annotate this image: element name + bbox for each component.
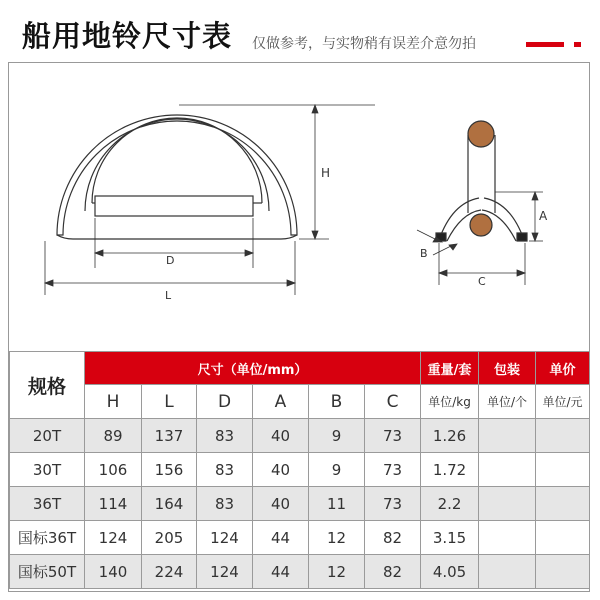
cell-l: 137	[142, 419, 197, 453]
cell-h: 114	[85, 487, 142, 521]
weight-header: 重量/套	[421, 352, 479, 385]
cell-price	[536, 521, 590, 555]
cell-h: 89	[85, 419, 142, 453]
cell-d: 124	[197, 555, 253, 589]
d-ring-side-view	[436, 121, 527, 241]
cell-c: 73	[365, 419, 421, 453]
col-b-header: B	[309, 385, 365, 419]
label-c: C	[478, 275, 486, 288]
cell-package	[479, 521, 536, 555]
package-header: 包装	[479, 352, 536, 385]
cell-weight: 2.2	[421, 487, 479, 521]
cell-b: 11	[309, 487, 365, 521]
dim-l	[45, 241, 295, 295]
cell-a: 44	[253, 521, 309, 555]
cell-b: 12	[309, 521, 365, 555]
cell-l: 205	[142, 521, 197, 555]
cell-b: 9	[309, 419, 365, 453]
side-right-foot	[517, 233, 527, 241]
size-header: 尺寸（单位/mm）	[85, 352, 421, 385]
table-header-row-2	[10, 385, 590, 419]
page-title: 船用地铃尺寸表	[22, 19, 233, 53]
col-d-header: D	[197, 385, 253, 419]
table-row	[10, 487, 590, 521]
cell-d: 124	[197, 521, 253, 555]
cell-a: 44	[253, 555, 309, 589]
cell-l: 156	[142, 453, 197, 487]
table-row	[10, 521, 590, 555]
price-unit: 单位/元	[536, 385, 590, 419]
cell-package	[479, 555, 536, 589]
cell-l: 164	[142, 487, 197, 521]
dimension-diagram	[9, 63, 589, 351]
col-h-header: H	[85, 385, 142, 419]
table-row	[10, 419, 590, 453]
cell-weight: 1.26	[421, 419, 479, 453]
cell-h: 106	[85, 453, 142, 487]
d-ring-front-view	[57, 115, 297, 239]
cell-spec: 20T	[10, 419, 85, 453]
ring-outer-edge	[57, 115, 297, 235]
cell-l: 224	[142, 555, 197, 589]
header	[0, 0, 600, 62]
accent-dot	[574, 42, 581, 47]
cell-price	[536, 453, 590, 487]
spec-table	[9, 351, 590, 589]
table-row	[10, 555, 590, 589]
cell-c: 82	[365, 555, 421, 589]
table-row	[10, 453, 590, 487]
cell-a: 40	[253, 487, 309, 521]
label-b: B	[420, 247, 428, 260]
col-a-header: A	[253, 385, 309, 419]
ring-bar	[95, 196, 253, 216]
cell-spec: 36T	[10, 487, 85, 521]
package-unit: 单位/个	[479, 385, 536, 419]
cell-a: 40	[253, 419, 309, 453]
cell-weight: 3.15	[421, 521, 479, 555]
cell-a: 40	[253, 453, 309, 487]
dimension-diagram-svg	[9, 63, 589, 351]
cell-b: 9	[309, 453, 365, 487]
page-subtitle: 仅做参考，与实物稍有误差介意勿拍	[252, 36, 476, 52]
cell-weight: 4.05	[421, 555, 479, 589]
cell-d: 83	[197, 453, 253, 487]
cell-package	[479, 453, 536, 487]
cell-h: 124	[85, 521, 142, 555]
side-top-circle	[468, 121, 494, 147]
cell-spec: 国标36T	[10, 521, 85, 555]
cell-package	[479, 419, 536, 453]
cell-c: 73	[365, 453, 421, 487]
cell-b: 12	[309, 555, 365, 589]
weight-unit: 单位/kg	[421, 385, 479, 419]
cell-price	[536, 487, 590, 521]
spec-header: 规格	[10, 352, 85, 419]
cell-spec: 30T	[10, 453, 85, 487]
col-c-header: C	[365, 385, 421, 419]
label-l: L	[165, 289, 172, 302]
cell-d: 83	[197, 487, 253, 521]
label-a: A	[539, 209, 548, 223]
cell-price	[536, 555, 590, 589]
side-bottom-circle	[470, 214, 492, 236]
label-h: H	[321, 166, 331, 180]
label-d: D	[166, 254, 175, 267]
cell-d: 83	[197, 419, 253, 453]
cell-spec: 国标50T	[10, 555, 85, 589]
cell-package	[479, 487, 536, 521]
table-header-row-1	[10, 352, 590, 385]
cell-c: 82	[365, 521, 421, 555]
col-l-header: L	[142, 385, 197, 419]
cell-weight: 1.72	[421, 453, 479, 487]
price-header: 单价	[536, 352, 590, 385]
cell-h: 140	[85, 555, 142, 589]
cell-price	[536, 419, 590, 453]
cell-c: 73	[365, 487, 421, 521]
accent-bar	[526, 42, 564, 47]
